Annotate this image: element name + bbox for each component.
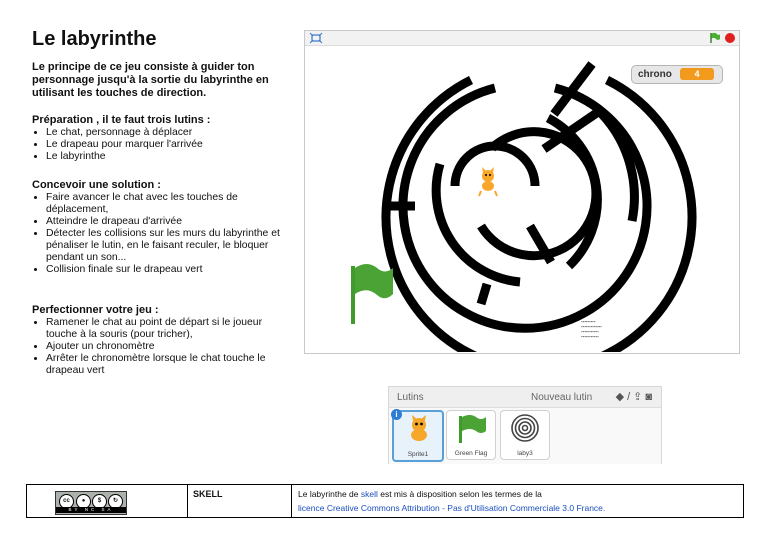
sprite-tile-label: Green Flag bbox=[454, 450, 488, 457]
author-cell bbox=[187, 485, 292, 517]
sprites-title: Lutins bbox=[397, 392, 424, 403]
license-link[interactable]: licence Creative Commons Attribution - Pas d'Utilisation Commerciale 3.0 France. bbox=[298, 503, 606, 513]
sprites-list bbox=[389, 407, 661, 464]
page-title: Le labyrinthe bbox=[32, 28, 157, 50]
license-badge-cell bbox=[27, 485, 188, 517]
intro-text: Le principe de ce jeu consiste à guider ton personnage jusqu'à la sortie du labyrinthe en utilisant les touches de direction. bbox=[32, 61, 269, 99]
list-item: • Le labyrinthe bbox=[46, 151, 294, 163]
list-item: • Le drapeau pour marquer l'arrivée bbox=[46, 139, 294, 151]
license-table bbox=[26, 484, 744, 518]
sprites-header bbox=[389, 387, 661, 407]
fullscreen-icon[interactable] bbox=[309, 32, 323, 44]
sprite-tile-label: laby3 bbox=[517, 450, 533, 457]
section-heading-improve: Perfectionner votre jeu : bbox=[32, 304, 159, 316]
sprites-panel bbox=[388, 386, 662, 464]
author-name: SKELL bbox=[193, 489, 223, 499]
list-item: • Ramener le chat au point de départ si le joueur touche à la souris (pour tricher), bbox=[46, 317, 294, 341]
section-heading-solution: Concevoir une solution : bbox=[32, 179, 161, 191]
sprite-tile-green-flag[interactable] bbox=[446, 410, 496, 460]
list-item: • Collision finale sur le drapeau vert bbox=[46, 264, 294, 276]
cc-license-badge[interactable] bbox=[55, 491, 127, 515]
green-flag-sprite[interactable] bbox=[351, 264, 393, 324]
upload-icon[interactable]: ⇪ bbox=[633, 391, 646, 403]
chrono-value: 4 bbox=[680, 68, 714, 80]
list-item: • Le chat, personnage à déplacer bbox=[46, 127, 294, 139]
new-sprite-label: Nouveau lutin bbox=[531, 392, 593, 403]
info-icon[interactable]: i bbox=[391, 409, 402, 420]
sprite-library-icon[interactable]: ◆ bbox=[615, 391, 628, 403]
cc-badge-terms: BY NC SA bbox=[56, 507, 126, 513]
license-line-1: Le labyrinthe de skell est mis à disposition selon les termes de la bbox=[298, 489, 542, 499]
maze-sprite[interactable] bbox=[305, 46, 739, 352]
nc-icon: $ bbox=[92, 494, 107, 509]
list-item: • Ajouter un chronomètre bbox=[46, 341, 294, 353]
maze-thumbnail bbox=[510, 413, 540, 443]
list-item: • Arrêter le chronomètre lorsque le chat touche le drapeau vert bbox=[46, 353, 294, 377]
list-item: • Atteindre le drapeau d'arrivée bbox=[46, 216, 294, 228]
camera-icon[interactable]: ◙ bbox=[645, 391, 655, 403]
license-text-cell bbox=[292, 485, 742, 517]
preparation-list bbox=[32, 127, 294, 163]
stage-credit-text: ▪▪▪▪▪▪▪▪▪ ▪▪▪▪▪▪▪▪▪▪▪▪▪ ▪▪▪▪▪▪▪▪▪▪▪ ▪▪▪▪▪▪▪▪▪▪▪ bbox=[581, 319, 602, 339]
sa-icon: ↻ bbox=[108, 494, 123, 509]
stage-toolbar bbox=[305, 31, 739, 46]
list-item: • Faire avancer le chat avec les touches de déplacement, bbox=[46, 192, 294, 216]
cc-icon: cc bbox=[59, 494, 74, 509]
improve-list bbox=[32, 317, 294, 377]
author-link[interactable]: skell bbox=[360, 489, 378, 499]
section-heading-preparation: Préparation , il te faut trois lutins : bbox=[32, 114, 211, 126]
by-icon: ● bbox=[76, 494, 91, 509]
list-item: • Détecter les collisions sur les murs du labyrinthe et pénaliser le lutin, en le faisant reculer, le bloquer pendant un son... bbox=[46, 228, 294, 264]
cat-sprite[interactable] bbox=[479, 167, 497, 196]
paint-brush-icon[interactable]: / bbox=[627, 391, 634, 403]
stop-icon[interactable] bbox=[724, 32, 736, 44]
sprite-tile-laby3[interactable] bbox=[500, 410, 550, 460]
green-flag-icon[interactable] bbox=[709, 32, 721, 44]
solution-list bbox=[32, 192, 294, 276]
flag-thumbnail bbox=[456, 414, 488, 444]
instructions-panel bbox=[32, 28, 294, 377]
scratch-stage[interactable] bbox=[304, 30, 740, 354]
sprite-tile-sprite1[interactable] bbox=[392, 410, 444, 462]
chrono-label: chrono bbox=[638, 69, 672, 80]
sprite-tile-label: Sprite1 bbox=[407, 451, 429, 458]
cat-thumbnail bbox=[404, 414, 434, 444]
new-sprite-tools bbox=[616, 390, 655, 403]
